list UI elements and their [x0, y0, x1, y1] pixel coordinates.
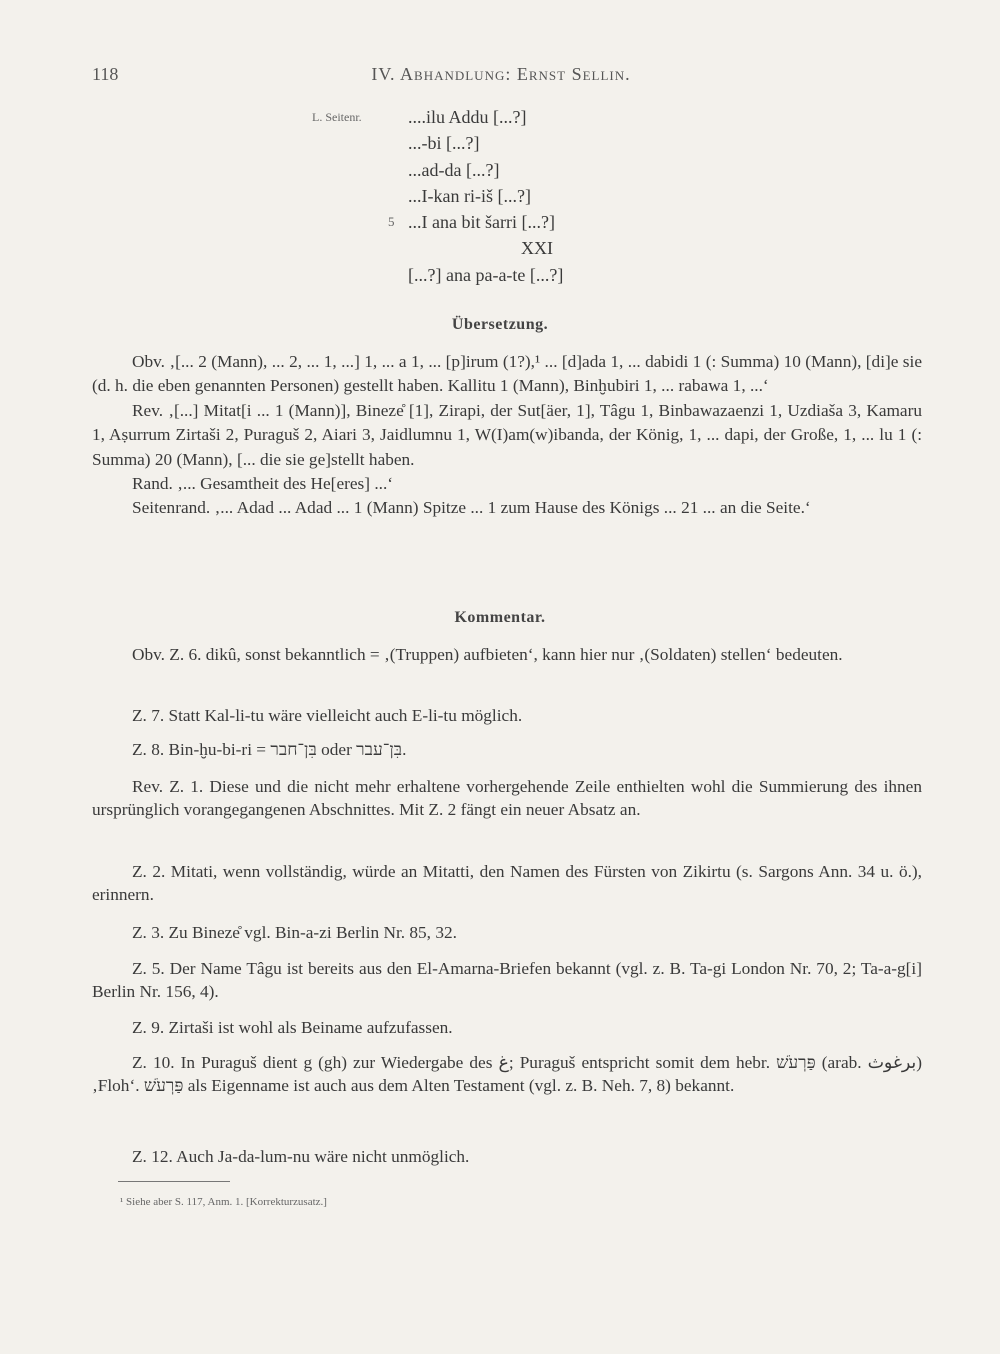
line-number: 5: [388, 214, 395, 230]
commentary-heading: Kommentar.: [454, 609, 546, 626]
commentary-paragraph: Z. 10. In Puraguš dient g (gh) zur Wiedergabe des غ; Puraguš entspricht somit dem hebr. פַּרְעֹשׁ (arab. برغوث) ‚Floh‘. פַּרְעֹשׁ als Eigenname ist auch aus dem Alten Testament (vgl. z. B. Neh. 7, 8) bekannt.: [92, 1053, 923, 1096]
side-line-text: ...-bi [...?]: [408, 133, 480, 154]
running-head: IV. Abhandlung: Ernst Sellin.: [371, 64, 631, 84]
side-line-text: [...?] ana pa-a-te [...?]: [408, 264, 564, 285]
commentary-entry: [92, 643, 922, 666]
page-number: 118: [92, 64, 119, 84]
page-header: [92, 64, 910, 90]
commentary-paragraph: Z. 7. Statt Kal-li-tu wäre vielleicht auch E-li-tu möglich.: [132, 706, 523, 725]
footnote-rule: [118, 1181, 230, 1182]
side-label: L. Seitenr.: [312, 110, 362, 124]
commentary-entry: [92, 957, 922, 1004]
commentary-paragraph: Z. 9. Zirtaši ist wohl als Beiname aufzufassen.: [132, 1018, 453, 1037]
commentary-entry: [92, 704, 922, 727]
commentary-paragraph: Obv. Z. 6. dikû, sonst bekanntlich = ‚(Truppen) aufbieten‘, kann hier nur ‚(Soldaten) stellen‘ bedeuten.: [132, 645, 843, 664]
translation-heading: Übersetzung.: [451, 316, 549, 333]
side-line-text: ...I ana bit šarri [...?]: [408, 212, 555, 233]
obverse-paragraph: Obv. ‚[... 2 (Mann), ... 2, ... 1, ...] 1, ... a 1, ... [p]irum (1?),¹ ... [d]ada 1, ... dabidi 1 (: Summa) 10 (Mann), [di]e sie (d. h. die eben genannten Personen) gestellt haben. Kallitu 1 (Mann), Binḫubiri 1, ... rabawa 1, ...‘: [92, 352, 922, 396]
translation-text: [92, 350, 922, 521]
commentary-entry: [92, 738, 922, 761]
commentary-entry: [92, 860, 922, 907]
commentary-entry: [92, 775, 922, 822]
seitenrand-paragraph: Seitenrand. ‚... Adad ... Adad ... 1 (Mann) Spitze ... 1 zum Hause des Königs ... 21 ... an die Seite.‘: [132, 498, 811, 518]
commentary-paragraph: Z. 12. Auch Ja-da-lum-nu wäre nicht unmöglich.: [132, 1147, 470, 1166]
commentary-entry: [92, 921, 922, 944]
commentary-paragraph: Z. 8. Bin-ḫu-bi-ri = בִּן־חבר oder בִּן־עבר.: [132, 740, 407, 759]
commentary-entry: [92, 1016, 922, 1039]
side-line-text: ...I-kan ri-iš [...?]: [408, 185, 531, 206]
rand-paragraph: Rand. ‚... Gesamtheit des He[eres] ...‘: [132, 474, 394, 494]
reverse-paragraph: Rev. ‚[...] Mitat[i ... 1 (Mann)], Bineze̊ [1], Zirapi, der Sut[äer, 1], Tâgu 1, Binbawazaenzi 1, Uzdiaša 3, Kamaru 1, Aṣurrum Zirtaši 2, Puraguš 2, Aiari 3, Jaidlumnu 1, W(I)am(w)ibanda, der König, 1, ... dapi, der Große, 1, ... lu 1 (: Summa) 20 (Mann), [... die sie ge]stellt haben.: [92, 400, 922, 469]
side-line-text: ...ad-da [...?]: [408, 159, 500, 180]
commentary-entry: [92, 1051, 922, 1098]
commentary-paragraph: Z. 2. Mitati, wenn vollständig, würde an Mitatti, den Namen des Fürsten von Zikirtu (s. Sargons Ann. 34 u. ö.), erinnern.: [92, 862, 922, 905]
footnote: ¹ Siehe aber S. 117, Anm. 1. [Korrekturzusatz.]: [120, 1196, 327, 1208]
commentary-entry: [92, 1145, 922, 1168]
commentary-paragraph: Z. 3. Zu Bineze̊ vgl. Bin-a-zi Berlin Nr. 85, 32.: [132, 923, 457, 942]
commentary-paragraph: Z. 5. Der Name Tâgu ist bereits aus den El-Amarna-Briefen bekannt (vgl. z. B. Ta-gi London Nr. 70, 2; Ta-a-g[i] Berlin Nr. 156, 4).: [92, 959, 922, 1002]
side-line-text: ....ilu Addu [...?]: [408, 107, 527, 127]
roman-numeral: XXI: [521, 238, 553, 259]
commentary-paragraph: Rev. Z. 1. Diese und die nicht mehr erhaltene vorhergehende Zeile enthielten wohl die Summierung des ihnen ursprünglich vorangegangenen Abschnittes. Mit Z. 2 fängt ein neuer Absatz an.: [92, 777, 922, 820]
